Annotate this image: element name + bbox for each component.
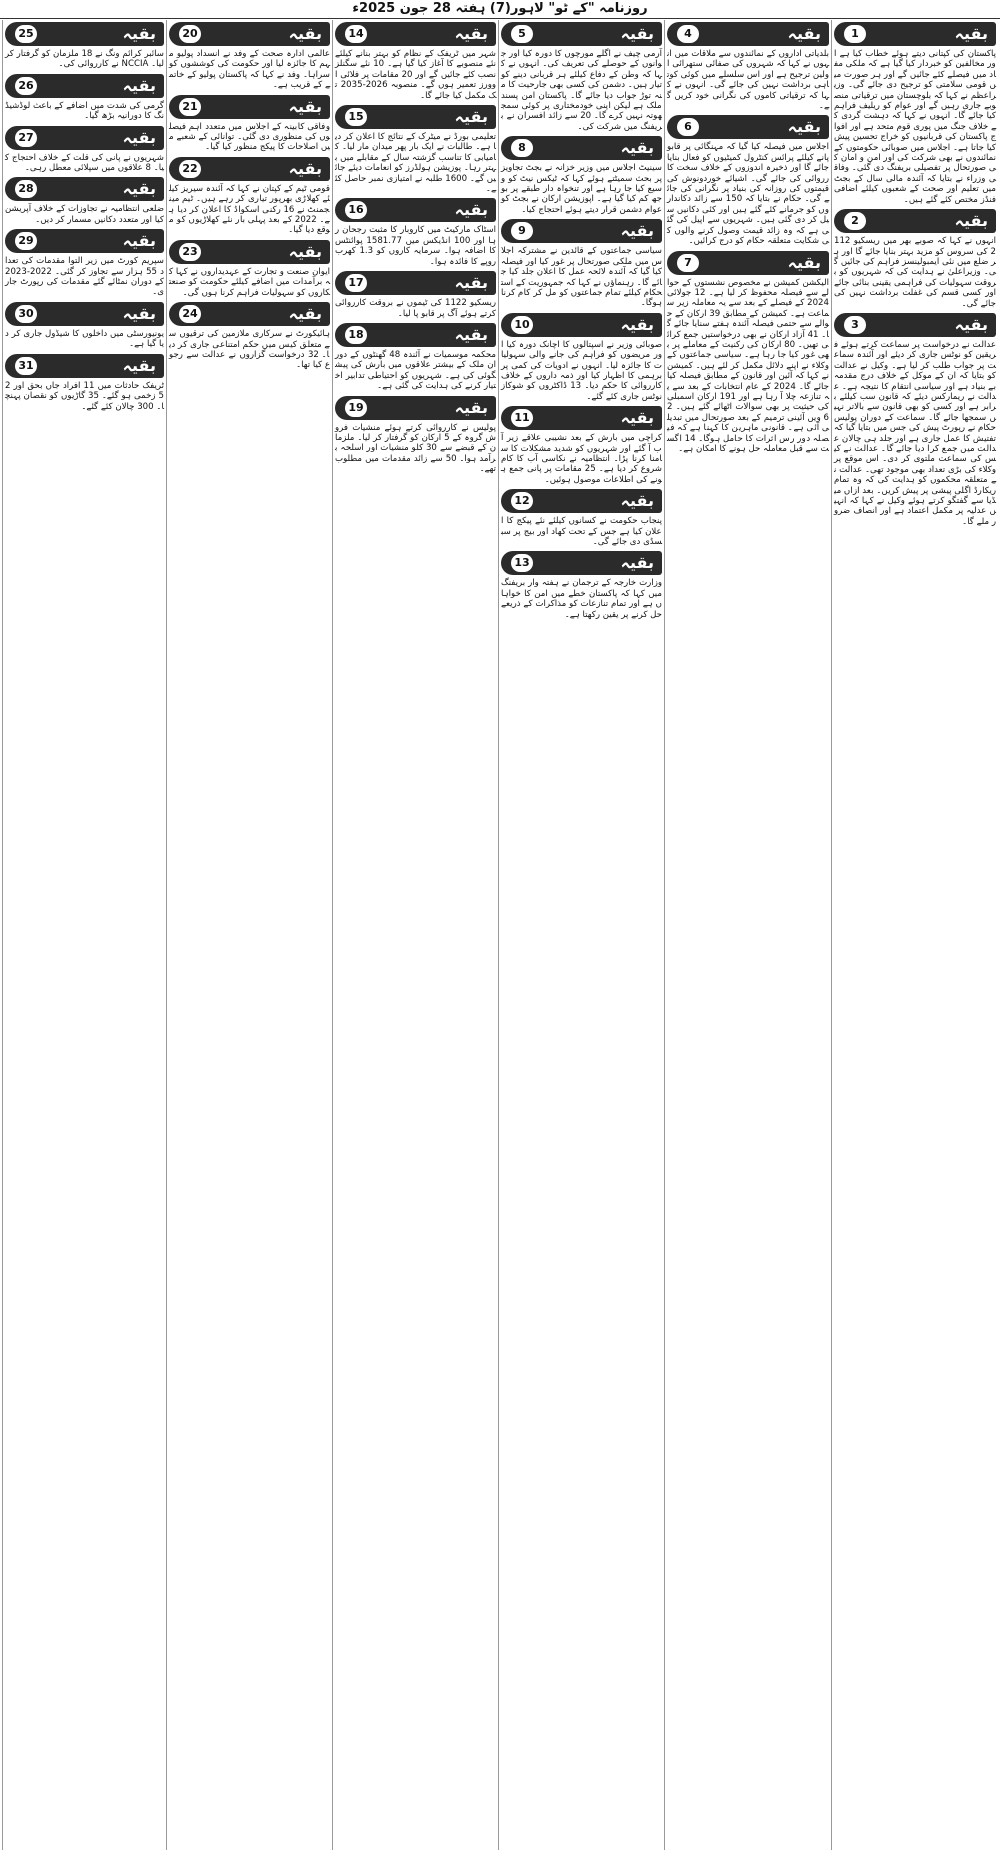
continuation-label: بقیہ <box>954 211 988 231</box>
article-block <box>5 302 164 350</box>
continuation-number: 21 <box>179 98 201 116</box>
continuation-tag <box>501 219 662 243</box>
continuation-number: 5 <box>511 25 533 43</box>
article-block <box>169 95 330 153</box>
article-text: آرمی چیف نے اگلے مورچوں کا دورہ کیا اور جوانوں کے حوصلے کی تعریف کی۔ انہوں نے کہا کہ وطن کے دفاع کیلئے ہر قربانی دینے کو تیار ہیں۔ دشمن کی کسی بھی جارحیت کا منہ توڑ جواب دیا جائے گا۔ پاکستان امن پسند ملک ہے لیکن اپنی خودمختاری پر کوئی سمجھوتہ نہیں کرے گا۔ 20 سے زائد افسران نے بریفنگ میں شرکت کی۔ <box>498 49 662 132</box>
continuation-tag <box>169 22 330 46</box>
article-text: سپریم کورٹ میں زیر التوا مقدمات کی تعداد 55 ہزار سے تجاوز کر گئی۔ 2022-2023 کے دوران نمٹائے گئے مقدمات کی رپورٹ جاری۔ <box>2 256 165 298</box>
continuation-number: 25 <box>15 25 37 43</box>
continuation-number: 10 <box>511 316 533 334</box>
continuation-label: بقیہ <box>122 75 156 95</box>
continuation-tag <box>5 302 164 326</box>
article-block <box>332 396 496 475</box>
continuation-number: 27 <box>15 129 37 147</box>
article-block <box>498 551 662 620</box>
article-block <box>332 22 497 101</box>
article-text: پولیس نے کارروائی کرتے ہوئے منشیات فروش گروہ کے 5 ارکان کو گرفتار کر لیا۔ ملزمان کے قبضے سے 30 کلو منشیات اور اسلحہ برآمد ہوا۔ 50 سے زائد مقدمات میں مطلوب تھے۔ <box>332 422 496 475</box>
continuation-tag <box>501 136 662 160</box>
continuation-number: 29 <box>15 232 37 250</box>
continuation-number: 11 <box>511 409 533 427</box>
article-text: سینیٹ اجلاس میں وزیر خزانہ نے بجٹ تجاویز پر بحث سمیٹتے ہوئے کہا کہ ٹیکس نیٹ کو وسیع کیا جا رہا ہے اور تنخواہ دار طبقے پر بوجھ کم کیا گیا ہے۔ اپوزیشن ارکان نے بجٹ کو عوام دشمن قرار دیتے ہوئے احتجاج کیا۔ <box>498 163 662 215</box>
article-block <box>335 323 496 392</box>
article-block <box>664 115 829 247</box>
article-text: وزارت خارجہ کے ترجمان نے ہفتہ وار بریفنگ میں کہا کہ پاکستان خطے میں امن کا خواہاں ہے اور تمام تنازعات کو مذاکرات کے ذریعے حل کرنے پر یقین رکھتا ہے۔ <box>498 578 662 620</box>
article-block <box>831 313 996 527</box>
continuation-tag <box>667 251 829 275</box>
article-block <box>498 22 662 132</box>
continuation-number: 12 <box>511 492 533 510</box>
column-2 <box>664 20 831 1850</box>
article-text: اسٹاک مارکیٹ میں کاروبار کا مثبت رجحان رہا اور 100 انڈیکس میں 1581.77 پوائنٹس کا اضافہ ہوا۔ سرمایہ کاروں کو 1.3 کھرب روپے کا فائدہ ہوا۔ <box>332 225 496 267</box>
article-text: الیکشن کمیشن نے مخصوص نشستوں کے حوالے سے فیصلہ محفوظ کر لیا ہے۔ 12 جولائی 2024 کے فیصلے کے بعد سے یہ معاملہ زیر سماعت ہے۔ کمیشن کے مطابق 39 ارکان کے حوالے سے حتمی فیصلہ آئندہ ہفتے سنایا جائے گا۔ 41 آزاد ارکان نے بھی درخواستیں جمع کرائی تھیں۔ 80 ارکان کی رکنیت کے معاملے پر بھی غور کیا جا رہا ہے۔ سیاسی جماعتوں کے وکلاء نے اپنے دلائل مکمل کر لئے ہیں۔ کمیشن نے کہا کہ آئین اور قانون کے مطابق فیصلہ کیا جائے گا۔ 2024 کے عام انتخابات کے بعد سے یہ تنازعہ چلا آ رہا ہے اور 191 ارکان اسمبلی کی حیثیت پر بھی سوالات اٹھائے گئے ہیں۔ 26 ویں آئینی ترمیم کے بعد صورتحال میں تبدیلی آئی ہے۔ قانونی ماہرین کا کہنا ہے کہ فیصلہ دور رس اثرات کا حامل ہوگا۔ 14 اگست سے قبل معاملہ حل ہونے کا امکان ہے۔ <box>664 277 830 454</box>
article-block <box>166 22 330 91</box>
newspaper-page <box>2 20 998 1850</box>
continuation-number: 23 <box>179 243 201 261</box>
continuation-number: 3 <box>844 316 866 334</box>
article-text: ضلعی انتظامیہ نے تجاوزات کے خلاف آپریشن کیا اور متعدد دکانیں مسمار کر دیں۔ <box>2 204 164 225</box>
continuation-label: بقیہ <box>122 355 156 375</box>
continuation-number: 2 <box>844 212 866 230</box>
continuation-label: بقیہ <box>122 24 156 43</box>
continuation-label: بقیہ <box>122 303 156 323</box>
continuation-tag <box>335 22 496 46</box>
continuation-label: بقیہ <box>288 158 322 178</box>
article-text: عالمی ادارہ صحت کے وفد نے انسداد پولیو مہم کا جائزہ لیا اور حکومت کی کوششوں کو سراہا۔ وفد نے کہا کہ پاکستان پولیو کے خاتمے کے قریب ہے۔ <box>166 49 330 91</box>
article-text: کراچی میں بارش کے بعد نشیبی علاقے زیر آب آ گئے اور شہریوں کو شدید مشکلات کا سامنا کرنا پڑا۔ انتظامیہ نے نکاسی آب کا کام شروع کر دیا ہے۔ 25 مقامات پر پانی جمع ہونے کی اطلاعات موصول ہوئیں۔ <box>498 433 662 485</box>
article-text: پنجاب حکومت نے کسانوں کیلئے نئے پیکج کا اعلان کیا ہے جس کے تحت کھاد اور بیج پر سبسڈی دی جائے گی۔ <box>501 516 662 547</box>
continuation-label: بقیہ <box>620 138 654 158</box>
continuation-label: بقیہ <box>620 491 654 511</box>
article-block <box>498 406 662 485</box>
article-block <box>667 22 829 111</box>
continuation-tag <box>5 229 164 253</box>
continuation-number: 18 <box>345 326 367 344</box>
continuation-label: بقیہ <box>787 117 821 137</box>
continuation-label: بقیہ <box>787 24 821 43</box>
continuation-label: بقیہ <box>454 324 488 344</box>
continuation-number: 19 <box>345 399 367 417</box>
article-block <box>335 105 496 194</box>
article-text: ہائیکورٹ نے سرکاری ملازمین کی ترقیوں سے متعلق کیس میں حکم امتناعی جاری کر دیا۔ 32 درخواست گزاروں نے عدالت سے رجوع کیا تھا۔ <box>169 329 330 371</box>
article-text: بلدیاتی اداروں کے نمائندوں سے ملاقات میں انہوں نے کہا کہ شہروں کی صفائی ستھرائی اولین ترجیح ہے اور اس سلسلے میں کوئی کوتاہی برداشت نہیں کی جائے گی۔ انہوں نے کہا کہ ترقیاتی کاموں کی نگرانی خود کریں گے۔ <box>667 49 829 112</box>
article-block <box>5 126 164 174</box>
continuation-tag <box>5 177 164 201</box>
continuation-number: 6 <box>677 118 699 136</box>
continuation-label: بقیہ <box>954 24 988 43</box>
continuation-number: 28 <box>15 180 37 198</box>
article-block <box>498 219 662 309</box>
continuation-label: بقیہ <box>454 273 488 293</box>
continuation-tag <box>501 551 662 575</box>
continuation-tag <box>169 240 330 264</box>
column-1 <box>831 20 998 1850</box>
article-text: ایوان صنعت و تجارت کے عہدیداروں نے کہا کہ برآمدات میں اضافے کیلئے حکومت کو صنعتکاروں کو سہولیات فراہم کرنا ہوں گی۔ <box>169 266 330 298</box>
article-text: گرمی کی شدت میں اضافے کے باعث لوڈشیڈنگ کا دورانیہ بڑھ گیا۔ <box>5 100 164 122</box>
continuation-tag <box>5 74 164 98</box>
continuation-label: بقیہ <box>122 179 156 199</box>
continuation-label: بقیہ <box>288 96 322 116</box>
continuation-tag <box>5 22 164 46</box>
continuation-label: بقیہ <box>454 397 488 417</box>
article-text: قومی ٹیم کے کپتان نے کہا کہ آئندہ سیریز کیلئے کھلاڑی بھرپور تیاری کر رہے ہیں۔ ٹیم مینجمنٹ نے 16 رکنی اسکواڈ کا اعلان کر دیا ہے۔ 2022 کے بعد پہلی بار نئے کھلاڑیوں کو موقع دیا گیا۔ <box>169 183 330 236</box>
continuation-tag <box>169 95 330 119</box>
article-text: انہوں نے کہا کہ صوبے بھر میں ریسکیو 1122 کی سروس کو مزید بہتر بنایا جائے گا اور ہر ضلع میں نئی ایمبولینسز فراہم کی جائیں گی۔ وزیراعلیٰ نے ہدایت کی کہ شہریوں کو بروقت سہولیات کی فراہمی یقینی بنائی جائے اور کسی قسم کی غفلت برداشت نہیں کی جائے گی۔ <box>831 236 996 309</box>
continuation-tag <box>834 209 996 233</box>
continuation-label: بقیہ <box>122 127 156 147</box>
article-block <box>831 22 996 205</box>
article-block <box>501 489 662 547</box>
continuation-tag <box>501 22 662 46</box>
column-3 <box>498 20 664 1850</box>
article-block <box>169 157 330 236</box>
continuation-number: 24 <box>179 305 201 323</box>
article-block <box>831 209 996 309</box>
column-6 <box>2 20 166 1850</box>
continuation-label: بقیہ <box>288 24 322 43</box>
article-text: اجلاس میں فیصلہ کیا گیا کہ مہنگائی پر قابو پانے کیلئے پرائس کنٹرول کمیٹیوں کو فعال بنایا جائے گا اور ذخیرہ اندوزوں کے خلاف سخت کارروائی کی جائے گی۔ اشیائے خوردونوش کی قیمتوں کی روزانہ کی بنیاد پر نگرانی کی جائے گی۔ حکام نے بتایا کہ 150 سے زائد دکانداروں کو جرمانے کئے گئے ہیں اور کئی دکانیں سیل کر دی گئی ہیں۔ شہریوں سے اپیل کی گئی ہے کہ وہ زائد قیمت وصول کرنے والوں کی شکایت متعلقہ حکام کو درج کرائیں۔ <box>664 142 829 247</box>
column-4 <box>332 20 498 1850</box>
continuation-number: 14 <box>345 25 367 43</box>
continuation-number: 26 <box>15 77 37 95</box>
continuation-tag <box>335 271 496 295</box>
continuation-label: بقیہ <box>122 231 156 251</box>
continuation-label: بقیہ <box>620 553 654 573</box>
article-block <box>2 22 164 70</box>
article-block <box>332 198 496 267</box>
article-text: عدالت نے درخواست پر سماعت کرتے ہوئے فریقین کو نوٹس جاری کر دیئے اور آئندہ سماعت پر جواب طلب کر لیا ہے۔ وکیل نے عدالت کو بتایا کہ ان کے موکل کے خلاف درج مقدمہ بے بنیاد ہے اور سیاسی انتقام کا نتیجہ ہے۔ عدالت نے ریمارکس دیئے کہ قانون سب کیلئے برابر ہے اور کسی کو بھی قانون سے بالاتر نہیں سمجھا جائے گا۔ سماعت کے دوران پولیس حکام نے رپورٹ پیش کی جس میں بتایا گیا کہ تفتیش کا عمل جاری ہے اور جلد ہی چالان عدالت میں جمع کرا دیا جائے گا۔ عدالت نے کیس کی سماعت ملتوی کر دی۔ اس موقع پر وکلاء کی بڑی تعداد بھی موجود تھی۔ عدالت نے متعلقہ محکموں کو ہدایت کی کہ وہ تمام ریکارڈ اگلی پیشی پر پیش کریں۔ بعد ازاں میڈیا سے گفتگو کرتے ہوئے وکیل نے کہا کہ انہیں عدلیہ پر مکمل اعتماد ہے اور انصاف ضرور ملے گا۔ <box>831 339 996 527</box>
continuation-label: بقیہ <box>454 107 488 127</box>
continuation-tag <box>667 115 829 139</box>
article-block <box>332 271 496 319</box>
continuation-number: 7 <box>677 254 699 272</box>
article-block <box>169 302 330 371</box>
article-text: صوبائی وزیر نے اسپتالوں کا اچانک دورہ کیا اور مریضوں کو فراہم کی جانے والی سہولیات کا جائزہ لیا۔ انہوں نے ادویات کی کمی پر برہمی کا اظہار کیا اور ذمہ داروں کے خلاف کارروائی کا حکم دیا۔ 13 ڈاکٹروں کو شوکاز نوٹس جاری کئے گئے۔ <box>498 339 663 402</box>
continuation-number: 1 <box>844 25 866 43</box>
continuation-label: بقیہ <box>454 200 488 220</box>
article-text: سائبر کرائم ونگ نے 18 ملزمان کو گرفتار کر لیا۔ NCCIA نے کارروائی کی۔ <box>2 49 164 70</box>
article-block <box>2 177 164 225</box>
continuation-tag <box>169 157 330 181</box>
continuation-tag <box>335 323 496 347</box>
continuation-label: بقیہ <box>620 314 654 334</box>
continuation-tag <box>169 302 330 326</box>
article-text: پاکستان کی کپتانی دیتے ہوئے خطاب کیا ہے اور مخالفین کو خبردار کیا گیا ہے کہ ملکی مفاد میں فیصلے کئے جائیں گے اور ہر صورت میں قومی سلامتی کو ترجیح دی جائے گی۔ وزیراعظم نے کہا کہ بلوچستان میں ترقیاتی منصوبے جاری رہیں گے اور عوام کو ریلیف فراہم کیا جائے گا۔ انہوں نے کہا کہ دہشت گردی کے خلاف جنگ میں پوری قوم متحد ہے اور افواج پاکستان کی قربانیوں کو خراج تحسین پیش کیا جاتا ہے۔ اجلاس میں صوبائی حکومتوں کے نمائندوں نے بھی شرکت کی اور امن و امان کی صورتحال پر تفصیلی بریفنگ دی گئی۔ وفاقی وزراء نے بتایا کہ آئندہ مالی سال کے بجٹ میں تعلیم اور صحت کے شعبوں کیلئے اضافی فنڈز مختص کئے گئے ہیں۔ <box>831 49 996 205</box>
article-block <box>498 136 662 215</box>
continuation-number: 4 <box>677 25 699 43</box>
continuation-tag <box>335 198 496 222</box>
continuation-number: 16 <box>345 201 367 219</box>
continuation-number: 17 <box>345 274 367 292</box>
continuation-tag <box>667 22 829 46</box>
article-block <box>169 240 330 298</box>
continuation-tag <box>834 22 996 46</box>
article-text: یونیورسٹی میں داخلوں کا شیڈول جاری کر دیا گیا ہے۔ <box>5 328 164 350</box>
continuation-tag <box>5 354 164 378</box>
continuation-label: بقیہ <box>954 314 988 334</box>
article-text: ٹریفک حادثات میں 11 افراد جاں بحق اور 25 زخمی ہو گئے۔ 35 گاڑیوں کو نقصان پہنچا۔ 300 چالان کئے گئے۔ <box>5 380 164 412</box>
newspaper-header: روزنامہ "کے ٹو" لاہور(7) ہفتہ 28 جون 2025ء <box>0 0 1000 19</box>
article-block <box>2 229 165 298</box>
continuation-label: بقیہ <box>620 221 654 241</box>
column-5 <box>166 20 332 1850</box>
continuation-label: بقیہ <box>454 24 488 43</box>
continuation-label: بقیہ <box>288 241 322 261</box>
continuation-label: بقیہ <box>787 252 821 272</box>
continuation-number: 20 <box>179 25 201 43</box>
continuation-number: 22 <box>179 160 201 178</box>
article-block <box>498 313 663 402</box>
article-text: شہر میں ٹریفک کے نظام کو بہتر بنانے کیلئے نئے منصوبے کا آغاز کیا گیا ہے۔ 10 نئے سگنلز نصب کئے جائیں گے اور 20 مقامات پر فلائی اوورز تعمیر ہوں گے۔ منصوبہ 2026-2035 تک مکمل کیا جائے گا۔ <box>332 49 497 101</box>
continuation-number: 30 <box>15 305 37 323</box>
continuation-tag <box>5 126 164 150</box>
continuation-number: 31 <box>15 357 37 375</box>
article-block <box>5 354 164 412</box>
article-text: شہریوں نے پانی کی قلت کے خلاف احتجاج کیا۔ 8 علاقوں میں سپلائی معطل رہی۔ <box>5 152 164 174</box>
continuation-tag <box>335 105 496 129</box>
continuation-number: 9 <box>511 222 533 240</box>
continuation-number: 8 <box>511 139 533 157</box>
article-text: تعلیمی بورڈ نے میٹرک کے نتائج کا اعلان کر دیا ہے۔ طالبات نے ایک بار پھر میدان مار لیا۔ کامیابی کا تناسب گزشتہ سال کے مقابلے میں بہتر رہا۔ پوزیشن ہولڈرز کو انعامات دیئے جائیں گے۔ 1600 طلبہ نے امتیازی نمبر حاصل کئے۔ <box>335 132 496 195</box>
continuation-label: بقیہ <box>620 24 654 43</box>
article-text: محکمہ موسمیات نے آئندہ 48 گھنٹوں کے دوران ملک کے بیشتر علاقوں میں بارش کی پیشگوئی کی ہے۔ شہریوں کو احتیاطی تدابیر اختیار کرنے کی ہدایت کی گئی ہے۔ <box>335 349 496 392</box>
article-text: سیاسی جماعتوں کے قائدین نے مشترکہ اجلاس میں ملکی صورتحال پر غور کیا اور فیصلہ کیا گیا کہ آئندہ لائحہ عمل کا اعلان جلد کیا جائے گا۔ رہنماؤں نے کہا کہ جمہوریت کے استحکام کیلئے تمام جماعتوں کو مل کر کام کرنا ہوگا۔ <box>498 246 662 309</box>
continuation-tag <box>335 396 496 420</box>
continuation-number: 13 <box>511 554 533 572</box>
continuation-tag <box>501 313 662 337</box>
article-text: وفاقی کابینہ کے اجلاس میں متعدد اہم فیصلوں کی منظوری دی گئی۔ توانائی کے شعبے میں اصلاحات کا پیکج منظور کیا گیا۔ <box>169 121 330 153</box>
article-block <box>664 251 830 455</box>
continuation-label: بقیہ <box>288 304 322 324</box>
article-text: ریسکیو 1122 کی ٹیموں نے بروقت کارروائی کرتے ہوئے آگ پر قابو پا لیا۔ <box>332 298 496 319</box>
continuation-tag <box>501 406 662 430</box>
continuation-tag <box>834 313 996 337</box>
article-block <box>5 74 164 122</box>
continuation-number: 15 <box>345 108 367 126</box>
continuation-label: بقیہ <box>620 408 654 428</box>
continuation-tag <box>501 489 662 513</box>
